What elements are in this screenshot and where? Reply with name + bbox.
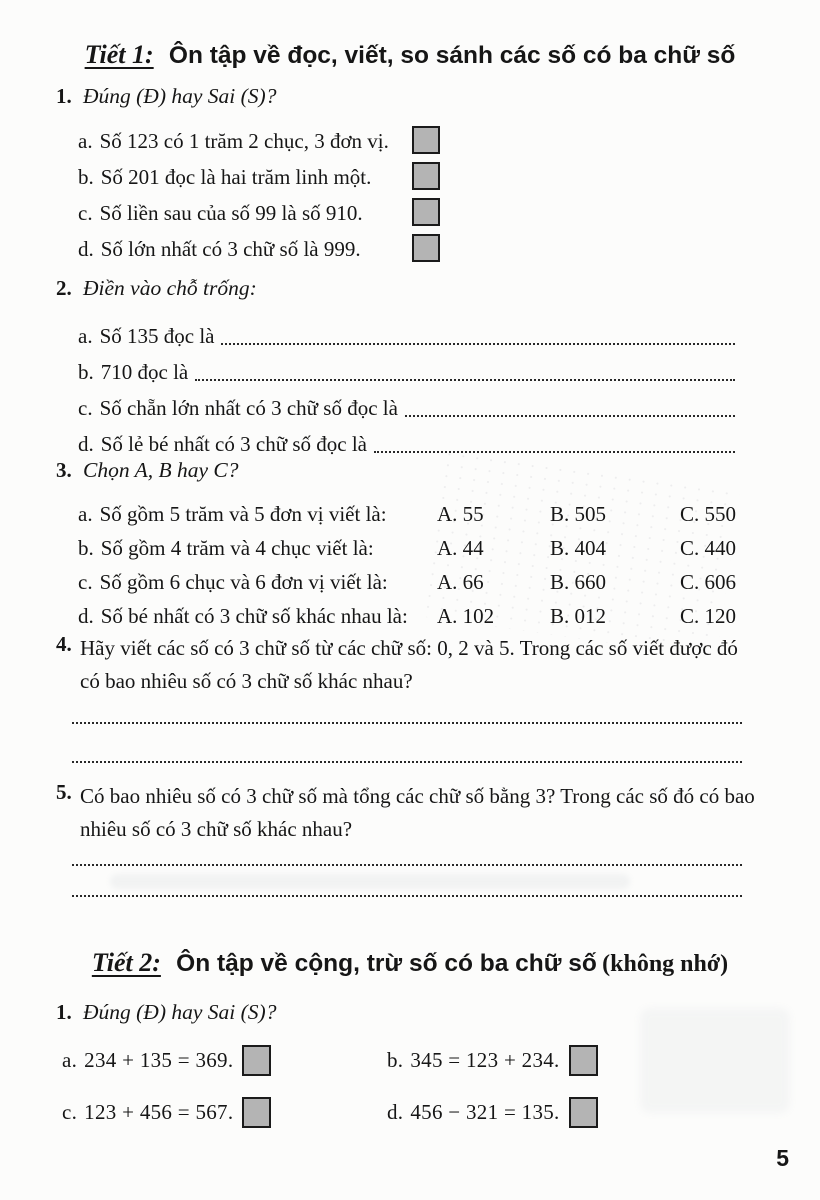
option-c[interactable]: C. 550 [680, 501, 737, 526]
exercise-3-header [0, 458, 820, 488]
multiple-choice-item [0, 531, 820, 565]
fill-blank-item [0, 351, 820, 387]
lesson-1-label: Tiết 1: [84, 40, 154, 69]
item-text: Số gồm 5 trăm và 5 đơn vị viết là: [99, 501, 387, 526]
item-letter: c. [78, 396, 93, 420]
equation-item [62, 1092, 387, 1132]
item-letter: a. [62, 1047, 78, 1072]
true-false-item [0, 195, 820, 231]
equation-text: 345 = 123 + 234. [410, 1047, 560, 1072]
exercise-number: 1. [56, 84, 72, 108]
equation-item [387, 1040, 820, 1080]
answer-box[interactable] [412, 198, 440, 226]
tiet2-exercise-1-header [0, 1000, 820, 1030]
item-letter: b. [78, 164, 94, 189]
item-letter: d. [78, 432, 94, 456]
option-b[interactable]: B. 012 [550, 603, 607, 628]
answer-blank[interactable] [221, 343, 735, 345]
answer-box[interactable] [242, 1097, 271, 1128]
item-text: Số chẵn lớn nhất có 3 chữ số đọc là [99, 396, 398, 420]
item-text: Số lớn nhất có 3 chữ số là 999. [100, 236, 361, 261]
equation-item [387, 1092, 820, 1132]
exercise-1-header [0, 84, 820, 114]
exercise-prompt: Đúng (Đ) hay Sai (S)? [83, 1000, 277, 1024]
true-false-item [0, 123, 820, 159]
option-a[interactable]: A. 44 [437, 535, 484, 560]
exercise-prompt: Đúng (Đ) hay Sai (S)? [83, 84, 277, 108]
exercise-number: 5. [56, 780, 72, 804]
lesson-2-title-suffix: (không nhớ) [602, 951, 729, 977]
item-letter: c. [78, 569, 93, 594]
page-number: 5 [776, 1145, 789, 1171]
equation-text: 123 + 456 = 567. [84, 1099, 234, 1124]
item-letter: a. [78, 324, 93, 348]
item-letter: d. [78, 236, 94, 261]
answer-blank[interactable] [195, 379, 735, 381]
fill-blank-item [0, 423, 820, 459]
option-a[interactable]: A. 102 [437, 603, 495, 628]
exercise-number: 2. [56, 276, 72, 300]
lesson-2-label: Tiết 2: [91, 948, 161, 977]
answer-box[interactable] [569, 1097, 598, 1128]
exercise-number: 3. [56, 458, 72, 482]
answer-blank[interactable] [405, 415, 735, 417]
section-title-tiet1 [0, 40, 820, 70]
exercise-prompt: Điền vào chỗ trống: [83, 276, 257, 300]
item-letter: d. [78, 603, 94, 628]
equation-text: 456 − 321 = 135. [410, 1099, 560, 1124]
exercise-4 [0, 632, 820, 763]
exercise-number: 4. [56, 632, 72, 656]
exercise-text: Hãy viết các số có 3 chữ số từ các chữ số: 0, 2 và 5. Trong các số viết được đó có bao nhiêu số có 3 chữ số khác nhau? [80, 636, 738, 693]
equation-item [62, 1040, 387, 1080]
lesson-1-title: Ôn tập về đọc, viết, so sánh các số có ba chữ số [168, 42, 736, 69]
exercise-prompt: Chọn A, B hay C? [83, 458, 239, 482]
answer-box[interactable] [412, 126, 440, 154]
option-c[interactable]: C. 606 [680, 569, 737, 594]
lesson-2-title: Ôn tập về cộng, trừ số có ba chữ số [176, 950, 597, 977]
item-letter: d. [387, 1099, 404, 1124]
option-c[interactable]: C. 120 [680, 603, 737, 628]
equation-grid [0, 1040, 820, 1132]
item-letter: a. [78, 501, 93, 526]
answer-blank[interactable] [374, 451, 735, 453]
exercise-number: 1. [56, 1000, 72, 1024]
answer-line[interactable] [72, 864, 742, 866]
item-letter: c. [62, 1099, 78, 1124]
exercise-text: Có bao nhiêu số có 3 chữ số mà tổng các chữ số bằng 3? Trong các số đó có bao nhiêu số có 3 chữ số khác nhau? [80, 784, 755, 841]
option-b[interactable]: B. 404 [550, 535, 607, 560]
option-b[interactable]: B. 660 [550, 569, 607, 594]
answer-box[interactable] [242, 1045, 271, 1076]
answer-box[interactable] [412, 234, 440, 262]
multiple-choice-item [0, 599, 820, 633]
answer-line[interactable] [72, 895, 742, 897]
item-letter: b. [78, 360, 94, 384]
multiple-choice-item [0, 497, 820, 531]
multiple-choice-item [0, 565, 820, 599]
exercise-2 [0, 276, 820, 459]
true-false-item [0, 231, 820, 267]
answer-line[interactable] [72, 761, 742, 763]
item-text: Số 135 đọc là [99, 324, 215, 348]
item-letter: b. [78, 535, 94, 560]
exercise-2-header [0, 276, 820, 306]
section-title-tiet2 [0, 948, 820, 978]
true-false-item [0, 159, 820, 195]
item-letter: b. [387, 1047, 404, 1072]
option-c[interactable]: C. 440 [680, 535, 737, 560]
exercise-1 [0, 84, 820, 267]
option-a[interactable]: A. 55 [437, 501, 484, 526]
item-text: Số 123 có 1 trăm 2 chục, 3 đơn vị. [99, 128, 389, 153]
exercise-3 [0, 458, 820, 633]
exercise-5 [0, 780, 820, 897]
tiet2-exercise-1 [0, 1000, 820, 1132]
item-text: 710 đọc là [100, 360, 189, 384]
item-text: Số gồm 6 chục và 6 đơn vị viết là: [99, 569, 388, 594]
item-text: Số bé nhất có 3 chữ số khác nhau là: [100, 603, 408, 628]
item-text: Số liền sau của số 99 là số 910. [99, 200, 363, 225]
item-text: Số lẻ bé nhất có 3 chữ số đọc là [100, 432, 367, 456]
item-letter: a. [78, 128, 93, 153]
fill-blank-item [0, 315, 820, 351]
item-letter: c. [78, 200, 93, 225]
option-b[interactable]: B. 505 [550, 501, 607, 526]
item-text: Số gồm 4 trăm và 4 chục viết là: [100, 535, 374, 560]
fill-blank-item [0, 387, 820, 423]
answer-line[interactable] [72, 722, 742, 724]
answer-box[interactable] [412, 162, 440, 190]
item-text: Số 201 đọc là hai trăm linh một. [100, 164, 372, 189]
answer-box[interactable] [569, 1045, 598, 1076]
option-a[interactable]: A. 66 [437, 569, 484, 594]
equation-text: 234 + 135 = 369. [84, 1047, 234, 1072]
